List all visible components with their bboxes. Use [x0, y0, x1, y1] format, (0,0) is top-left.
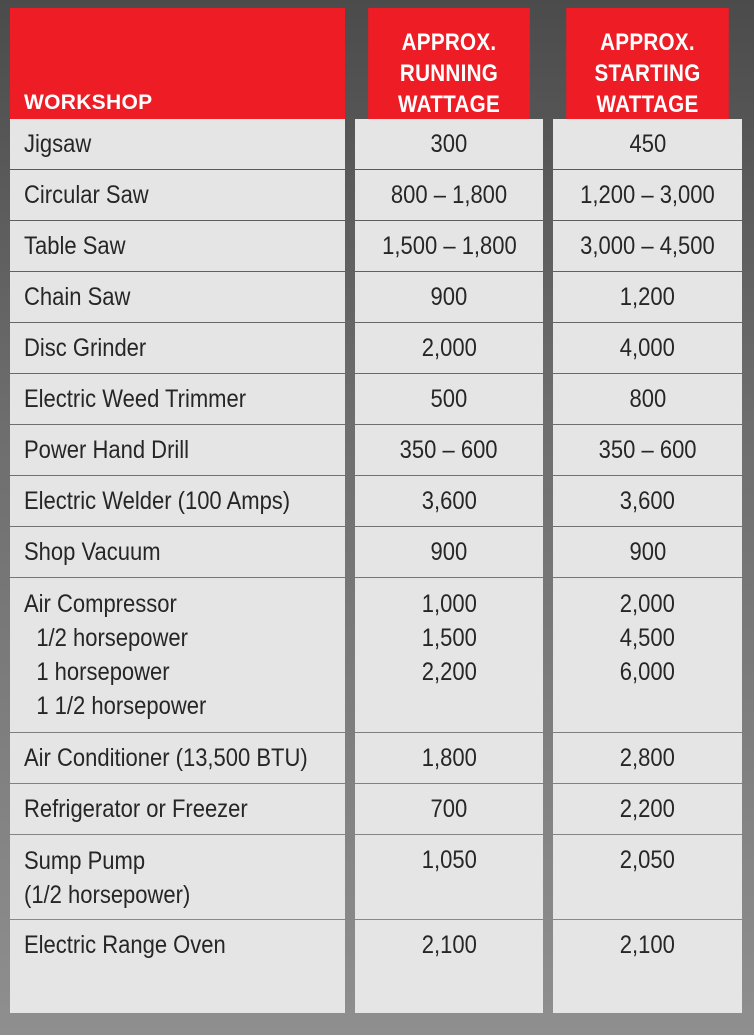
- cell-text: [431, 535, 468, 569]
- workshop-cell: [10, 578, 345, 732]
- cell-line: Jigsaw: [24, 130, 92, 158]
- header-line: STARTING: [594, 60, 701, 87]
- cell-text: [24, 741, 308, 775]
- header-line: WATTAGE: [398, 91, 500, 118]
- cell-line: 800: [629, 385, 666, 413]
- running-wattage-cell: [355, 170, 543, 220]
- workshop-cell: [10, 323, 345, 373]
- cell-line: Air Compressor: [24, 590, 177, 618]
- cell-text: [431, 280, 468, 314]
- cell-line: Power Hand Drill: [24, 436, 190, 464]
- cell-text: [421, 928, 476, 962]
- header-line: WATTAGE: [596, 91, 699, 118]
- cell-text: [24, 433, 189, 467]
- cell-text: [24, 127, 91, 161]
- cell-line: 3,600: [421, 487, 477, 515]
- cell-line: 350 – 600: [598, 436, 697, 464]
- cell-text: [24, 535, 161, 569]
- cell-text: [24, 331, 146, 365]
- cell-line: 1/2 horsepower: [36, 624, 188, 652]
- cell-text: [24, 587, 206, 723]
- running-wattage-cell: [355, 578, 543, 732]
- column-running-wattage: [355, 8, 543, 1021]
- column-workshop: [10, 8, 345, 1021]
- workshop-cell: [10, 920, 345, 1013]
- header-workshop-text: [24, 87, 152, 118]
- cell-line: 2,000: [619, 590, 676, 618]
- cell-line: 900: [430, 283, 468, 311]
- cell-line: Electric Welder (100 Amps): [24, 487, 291, 515]
- workshop-cell: [10, 476, 345, 526]
- cell-text: [421, 587, 476, 689]
- cell-line: 2,200: [421, 658, 477, 686]
- cell-line: 2,000: [421, 334, 477, 362]
- cell-line: 500: [430, 385, 468, 413]
- cell-line: Circular Saw: [24, 181, 149, 209]
- cell-text: [421, 484, 476, 518]
- starting-wattage-cell: [553, 272, 742, 322]
- header-starting-wattage: [566, 8, 729, 126]
- cell-line: 1,500: [421, 624, 477, 652]
- cell-text: [421, 331, 476, 365]
- cell-line: (1/2 horsepower): [24, 881, 191, 909]
- cell-text: [431, 382, 468, 416]
- cell-line: 4,000: [619, 334, 676, 362]
- workshop-cell: [10, 425, 345, 475]
- workshop-cell: [10, 733, 345, 783]
- running-wattage-cell: [355, 476, 543, 526]
- column-starting-wattage: [553, 8, 742, 1021]
- header-running-wattage-text: [368, 27, 530, 120]
- starting-wattage-cell: [553, 221, 742, 271]
- running-wattage-cell: [355, 733, 543, 783]
- cell-line: 2,200: [619, 795, 676, 823]
- cell-text: [620, 484, 675, 518]
- cell-text: [24, 382, 246, 416]
- running-wattage-cell: [355, 425, 543, 475]
- cell-line: 350 – 600: [400, 436, 498, 464]
- cell-line: 4,500: [619, 624, 676, 652]
- workshop-cell: [10, 527, 345, 577]
- cell-text: [620, 843, 675, 877]
- cell-line: Electric Weed Trimmer: [24, 385, 247, 413]
- cell-line: Table Saw: [24, 232, 126, 260]
- cell-text: [24, 178, 149, 212]
- cell-text: [382, 229, 517, 263]
- cell-text: [620, 928, 675, 962]
- cell-text: [620, 792, 675, 826]
- cell-line: 3,600: [619, 487, 676, 515]
- cell-line: 1,800: [421, 744, 477, 772]
- header-starting-wattage-text: [566, 27, 729, 120]
- starting-wattage-cell: [553, 835, 742, 919]
- cell-line: 900: [629, 538, 666, 566]
- running-wattage-cell: [355, 920, 543, 1013]
- cell-line: Refrigerator or Freezer: [24, 795, 248, 823]
- cell-text: [620, 331, 675, 365]
- cell-line: 1 horsepower: [36, 658, 170, 686]
- cell-line: 1,200: [619, 283, 676, 311]
- running-wattage-cell: [355, 119, 543, 169]
- cell-text: [599, 433, 697, 467]
- cell-line: 800 – 1,800: [390, 181, 508, 209]
- cell-line: 300: [430, 130, 468, 158]
- cell-text: [629, 127, 666, 161]
- cell-text: [24, 844, 190, 912]
- cell-text: [580, 229, 715, 263]
- workshop-cell: [10, 170, 345, 220]
- cell-line: 2,050: [619, 846, 676, 874]
- workshop-cell: [10, 119, 345, 169]
- cell-line: 1 1/2 horsepower: [36, 692, 207, 720]
- starting-wattage-cell: [553, 476, 742, 526]
- cell-text: [629, 535, 666, 569]
- cell-text: [580, 178, 715, 212]
- cell-text: [629, 382, 666, 416]
- cell-line: 1,000: [421, 590, 477, 618]
- running-wattage-cell: [355, 835, 543, 919]
- cell-line: 3,000 – 4,500: [580, 232, 715, 260]
- starting-wattage-cell: [553, 170, 742, 220]
- starting-wattage-cell: [553, 527, 742, 577]
- cell-line: 2,100: [619, 931, 676, 959]
- cell-text: [620, 741, 675, 775]
- workshop-cell: [10, 272, 345, 322]
- cell-text: [24, 928, 226, 962]
- running-wattage-cell: [355, 374, 543, 424]
- cell-text: [24, 792, 248, 826]
- header-line: APPROX.: [600, 29, 695, 56]
- running-wattage-cell: [355, 527, 543, 577]
- starting-wattage-cell: [553, 733, 742, 783]
- cell-line: 900: [430, 538, 468, 566]
- cell-text: [391, 178, 507, 212]
- starting-wattage-cell: [553, 119, 742, 169]
- running-wattage-cell: [355, 323, 543, 373]
- workshop-cell: [10, 784, 345, 834]
- cell-text: [24, 484, 290, 518]
- workshop-cell: [10, 374, 345, 424]
- header-line: WORKSHOP: [24, 91, 153, 114]
- starting-wattage-cell: [553, 374, 742, 424]
- cell-line: Electric Range Oven: [24, 931, 226, 959]
- cell-line: Sump Pump: [24, 847, 146, 875]
- running-wattage-cell: [355, 221, 543, 271]
- cell-line: 6,000: [619, 658, 676, 686]
- starting-wattage-cell: [553, 784, 742, 834]
- cell-text: [24, 280, 130, 314]
- workshop-cell: [10, 835, 345, 919]
- cell-text: [431, 792, 468, 826]
- cell-line: 1,050: [421, 846, 477, 874]
- header-workshop: [10, 8, 345, 126]
- cell-line: Disc Grinder: [24, 334, 147, 362]
- cell-text: [620, 587, 675, 689]
- cell-text: [421, 741, 476, 775]
- cell-text: [400, 433, 498, 467]
- header-line: APPROX.: [401, 29, 497, 56]
- starting-wattage-cell: [553, 920, 742, 1013]
- starting-wattage-cell: [553, 425, 742, 475]
- cell-line: 1,200 – 3,000: [580, 181, 715, 209]
- cell-line: 1,500 – 1,800: [381, 232, 517, 260]
- cell-line: 2,800: [619, 744, 676, 772]
- cell-line: Air Conditioner (13,500 BTU): [24, 744, 308, 772]
- header-running-wattage: [368, 8, 530, 126]
- cell-text: [421, 843, 476, 877]
- cell-line: Shop Vacuum: [24, 538, 161, 566]
- cell-line: Chain Saw: [24, 283, 131, 311]
- cell-text: [431, 127, 468, 161]
- cell-line: 450: [629, 130, 666, 158]
- running-wattage-cell: [355, 784, 543, 834]
- header-line: RUNNING: [399, 60, 499, 87]
- starting-wattage-cell: [553, 578, 742, 732]
- cell-text: [620, 280, 675, 314]
- running-wattage-cell: [355, 272, 543, 322]
- workshop-cell: [10, 221, 345, 271]
- cell-line: 700: [430, 795, 468, 823]
- starting-wattage-cell: [553, 323, 742, 373]
- cell-line: 2,100: [421, 931, 477, 959]
- cell-text: [24, 229, 126, 263]
